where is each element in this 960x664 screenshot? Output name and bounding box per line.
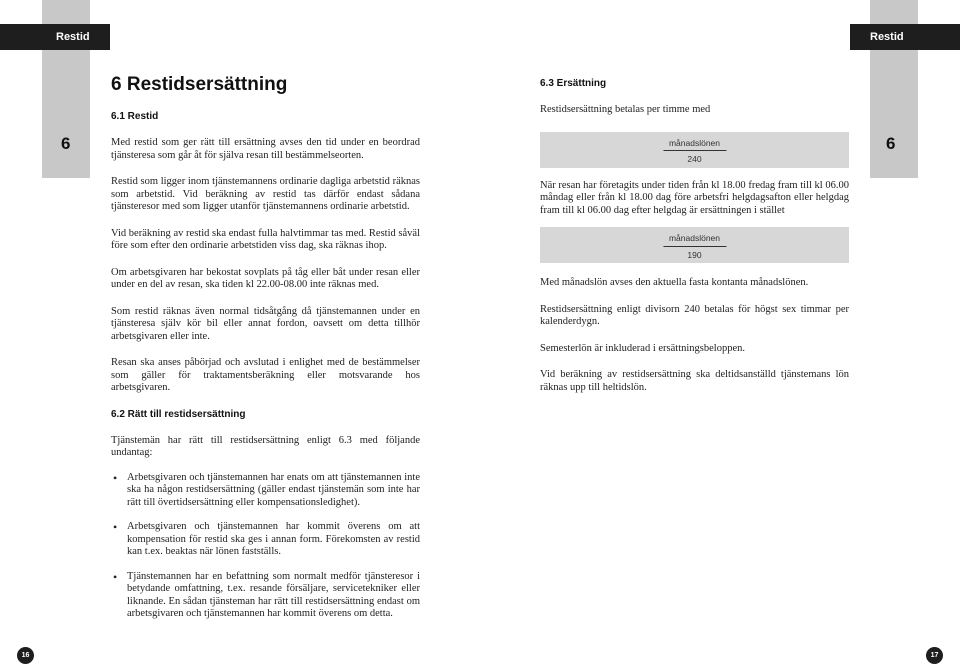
section-6-1-paragraph-2: Restid som ligger inom tjänstemannens ordinarie dagliga arbetstid räknas som arbetstid. Vid beräkning av restid tas därför endast sådana tjänsteresor med som ligger utanför tjänstemannens ordinarie arbetstid.	[111, 176, 420, 212]
monthly-salary-paragraph: Med månadslön avses den aktuella fasta kontanta månadslönen.	[540, 277, 809, 288]
section-6-3-intro: Restidsersättning betalas per timme med	[540, 104, 711, 115]
right-header-tab	[850, 24, 960, 50]
formula-numerator: månadslönen	[663, 137, 726, 152]
formula-box-240	[540, 132, 849, 168]
formula-denominator: 190	[687, 249, 702, 260]
list-item: • Arbetsgivaren och tjänstemannen har kommit överens om att kompensation för restid ska ges i annan form. Förekomsten av restid kan t.ex. beaktas när lönen fastställs.	[111, 521, 420, 559]
section-6-2-intro: Tjänstemän har rätt till restidsersättning enligt 6.3 med följande undantag:	[111, 434, 420, 458]
part-time-paragraph: Vid beräkning av restidsersättning ska deltidsanställd tjänstemans lön räknas upp till heltidslön.	[540, 369, 849, 393]
section-6-3-heading: 6.3 Ersättning	[540, 78, 607, 89]
section-6-2-heading: 6.2 Rätt till restidsersättning	[111, 408, 246, 420]
list-item: • Arbetsgivaren och tjänstemannen har enats om att tjänstemannen inte ska ha någon restidsersättning (gäller endast tjänstemän som inte har rätt till övertidsersättning eller kompensationsledighet).	[111, 472, 420, 510]
divisor-paragraph: Restidsersättning enligt divisorn 240 betalas för högst sex timmar per kalenderdygn.	[540, 303, 849, 327]
formula-numerator: månadslönen	[663, 232, 726, 247]
left-column	[111, 111, 420, 633]
exceptions-list	[111, 472, 420, 621]
right-page-number: 17	[926, 647, 943, 664]
formula-box-190	[540, 227, 849, 263]
page-title: 6 Restidsersättning	[111, 74, 288, 95]
section-6-1-paragraph-1: Med restid som ger rätt till ersättning avses den tid under en beordrad tjänsteresa som går åt för själva resan till bestämmelseorten.	[111, 137, 420, 161]
section-6-1-heading: 6.1 Restid	[111, 111, 159, 122]
formula-fraction	[663, 232, 726, 261]
left-page-number: 16	[17, 647, 34, 664]
vacation-paragraph: Semesterlön är inkluderad i ersättningsbeloppen.	[540, 342, 745, 354]
formula-fraction	[663, 137, 726, 166]
right-header-label: Restid	[870, 31, 904, 43]
formula-denominator: 240	[687, 154, 702, 164]
left-chapter-number: 6	[61, 134, 71, 153]
right-column	[540, 78, 849, 408]
right-chapter-number: 6	[886, 134, 896, 153]
section-6-1-paragraph-3: Vid beräkning av restid ska endast fulla halvtimmar tas med. Restid såväl före som efter den ordinarie arbetstiden viss dag, ska räknas ihop.	[111, 227, 420, 251]
section-6-1-paragraph-4: Om arbetsgivaren har bekostat sovplats på tåg eller båt under resan eller under en del av resan, ska tiden kl 22.00-08.00 inte räknas med.	[111, 266, 420, 290]
section-6-1-paragraph-5: Som restid räknas även normal tidsåtgång då tjänstemannen under en tjänsteresa själv kör bil eller annat fordon, oavsett om detta tillhör arbetsgivaren eller inte.	[111, 305, 420, 342]
list-item: • Tjänstemannen har en befattning som normalt medför tjänsteresor i betydande omfattning, t.ex. resande försäljare, servicetekniker eller liknande. En sådan tjänsteman har rätt till restidsersättning endast om arbetsgivaren och tjänstemannen har kommit överens om detta.	[111, 571, 420, 621]
section-6-1-paragraph-6: Resan ska anses påbörjad och avslutad i enlighet med de bestämmelser som gäller för traktamentsberäkning eller motsvarande hos arbetsgivaren.	[111, 357, 420, 393]
left-header-label: Restid	[56, 31, 90, 43]
left-header-tab	[0, 24, 110, 50]
weekend-paragraph: När resan har företagits under tiden från kl 18.00 fredag fram till kl 06.00 måndag eller från kl 18.00 dag före arbetsfri helgdagsafton eller helgdag fram till kl 06.00 dag efter helgdag är ersättningen i stället	[540, 179, 849, 216]
